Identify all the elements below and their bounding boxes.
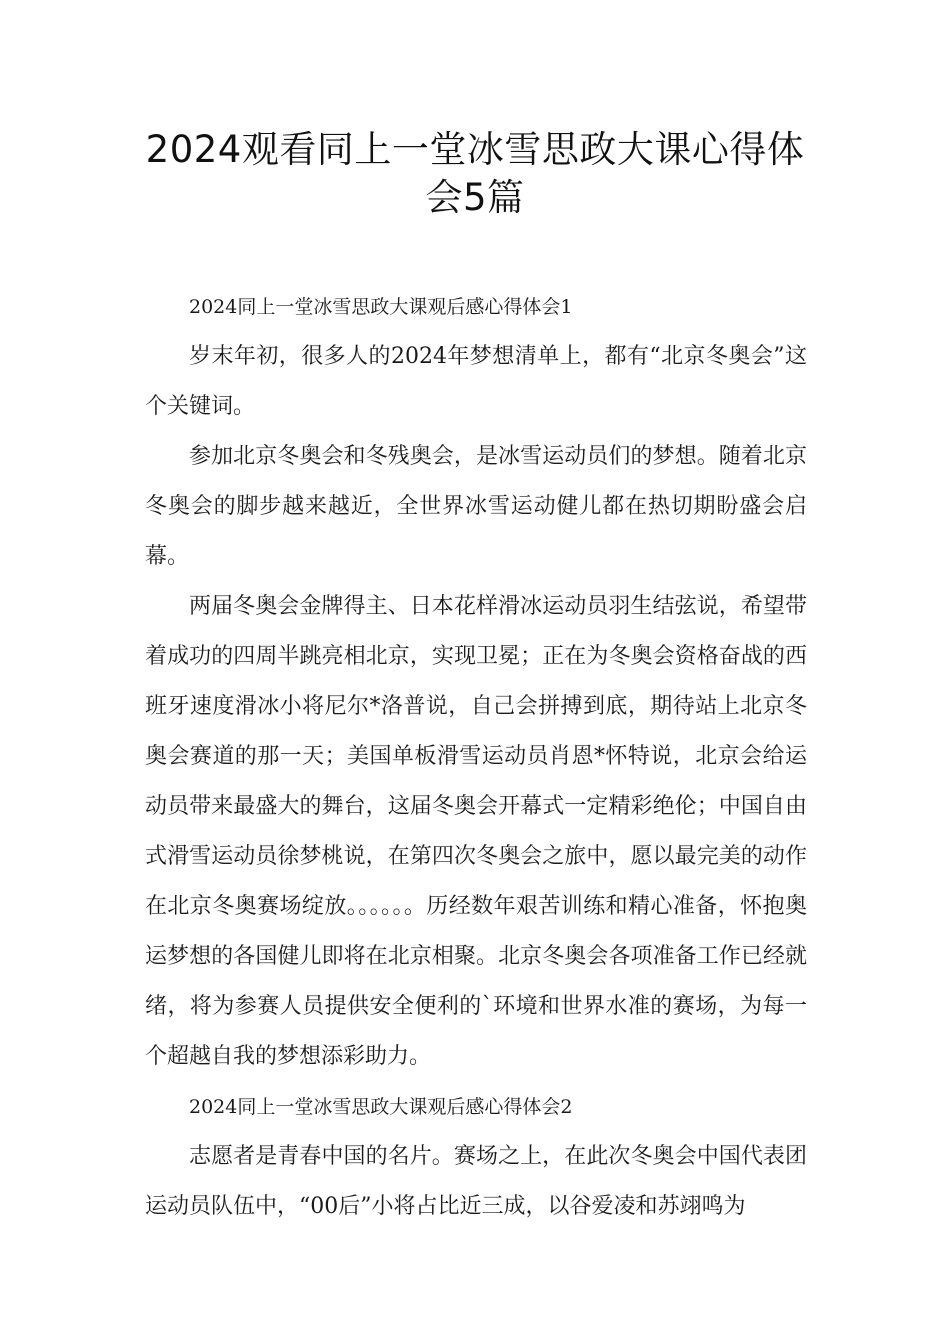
paragraph: 志愿者是青春中国的名片。赛场之上，在此次冬奥会中国代表团运动员队伍中，“00后”小将占比近三成，以谷爱凌和苏翊鸣为 [145,1144,807,1219]
section-heading-1: 2024同上一堂冰雪思政大课观后感心得体会1 [189,296,573,318]
document-title: 2024观看同上一堂冰雪思政大课心得体会5篇 [145,128,805,219]
paragraph: 岁末年初，很多人的2024年梦想清单上，都有“北京冬奥会”这个关键词。 [145,344,807,419]
paragraph: 两届冬奥会金牌得主、日本花样滑冰运动员羽生结弦说，希望带着成功的四周半跳亮相北京，实现卫冕；正在为冬奥会资格奋战的西班牙速度滑冰小将尼尔*洛普说，自己会拼搏到底，期待站上北京冬奥会赛道的那一天；美国单板滑雪运动员肖恩*怀特说，北京会给运动员带来最盛大的舞台，这届冬奥会开幕式一定精彩绝伦；中国自由式滑雪运动员徐梦桃说，在第四次冬奥会之旅中，愿以最完美的动作在北京冬奥赛场绽放。。。。。。历经数年艰苦训练和精心准备，怀抱奥运梦想的各国健儿即将在北京相聚。北京冬奥会各项准备工作已经就绪，将为参赛人员提供安全便利的`环境和世界水准的赛场，为每一个超越自我的梦想添彩助力。 [145,594,807,1069]
paragraph: 参加北京冬奥会和冬残奥会，是冰雪运动员们的梦想。随着北京冬奥会的脚步越来越近，全世界冰雪运动健儿都在热切期盼盛会启幕。 [145,444,807,569]
document-body [145,282,807,1232]
section-heading-2: 2024同上一堂冰雪思政大课观后感心得体会2 [189,1096,573,1118]
